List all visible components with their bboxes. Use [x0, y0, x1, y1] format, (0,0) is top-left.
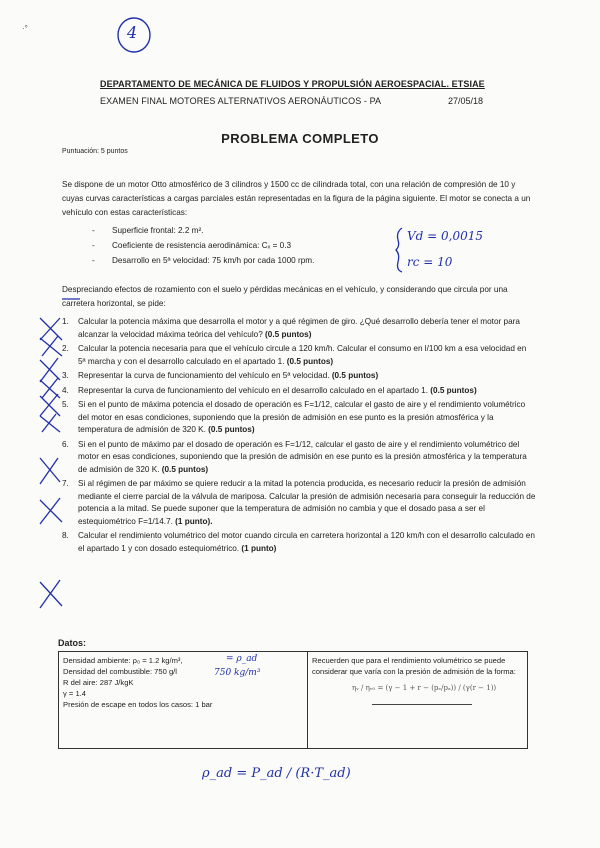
- question-number: 8.: [62, 531, 69, 540]
- question-item: [62, 530, 536, 555]
- intro-paragraph: Se dispone de un motor Otto atmosférico de 3 cilindros y 1500 cc de cilindrada total, con una relación de compresión de 10 y cuyas curvas características a cargas parciales están representadas en la figura de la página siguiente. El motor se conecta a un vehículo con estas características:: [62, 180, 531, 217]
- volumetric-formula: ηᵥ / ηᵥ₀ = (γ − 1 + r − (pₑ/pₐ)) / (γ(r − 1)): [352, 684, 497, 692]
- bullet-dash: -: [92, 256, 95, 265]
- question-item: [62, 370, 536, 383]
- handwritten-rc: rc = 10: [407, 255, 453, 269]
- neglect-paragraph: Despreciando efectos de rozamiento con el suelo y pérdidas mecánicas en el vehículo, y considerando que circula por una carretera horizontal, se pide:: [62, 285, 508, 308]
- question-number: 2.: [62, 344, 69, 353]
- question-item: [62, 343, 536, 368]
- exam-subtitle: EXAMEN FINAL MOTORES ALTERNATIVOS AERONÁUTICOS - PA: [100, 96, 382, 106]
- question-points: (1 punto): [239, 543, 277, 553]
- question-number: 3.: [62, 371, 69, 380]
- question-item: [62, 478, 536, 528]
- cross-mark-1: [40, 318, 62, 340]
- datos-label: Datos:: [58, 638, 87, 648]
- handwritten-fuel-density: 750 kg/m³: [214, 668, 261, 678]
- question-text: Representar la curva de funcionamiento del vehículo en 5ª velocidad.: [78, 371, 330, 380]
- data-table: [58, 651, 528, 749]
- data-right-cell: [308, 652, 528, 749]
- data-line: γ = 1.4: [63, 689, 87, 698]
- exam-date: 27/05/18: [448, 96, 484, 106]
- data-line: Densidad del combustible: 750 g/l: [63, 667, 177, 676]
- question-text: Si al régimen de par máximo se quiere reducir a la mitad la potencia producida, es necesario reducir la presión de admisión mediante el cierre parcial de la válvula de mariposa. Calcular la presión de admisión necesaria para conseguir la reducción de potencia a la mitad. Se puede suponer que la temperatura de admisión no cambia y que el dosado pasa a ser el estequiométrico F=1/14.7.: [78, 479, 536, 526]
- brace-mark: [396, 228, 402, 272]
- handwritten-ratio: Vd = 0,0015: [407, 229, 484, 243]
- circled-number: 4: [127, 23, 138, 42]
- bullet-text: Desarrollo en 5ª velocidad: 75 km/h por cada 1000 rpm.: [112, 256, 315, 265]
- question-item: [62, 439, 536, 477]
- department-heading: DEPARTAMENTO DE MECÁNICA DE FLUIDOS Y PROPULSIÓN AEROESPACIAL. ETSIAE: [100, 79, 485, 89]
- question-points: (1 punto).: [172, 516, 213, 526]
- question-points: (0.5 puntos): [428, 385, 477, 395]
- bullet-dash: -: [92, 226, 95, 235]
- bullet-text: Superficie frontal: 2.2 m².: [112, 226, 204, 235]
- formula-underline: [372, 704, 472, 705]
- question-number: 1.: [62, 317, 69, 326]
- question-number: 7.: [62, 479, 69, 488]
- handwritten-density-formula: ρ_ad = P_ad / (R·T_ad): [202, 766, 351, 781]
- question-points: (0.5 puntos): [205, 425, 255, 434]
- question-number: 5.: [62, 400, 69, 409]
- question-text: Calcular la potencia máxima que desarrolla el motor y a qué régimen de giro. ¿Qué desarrollo debería tener el motor para alcanzar la velocidad máxima teórica del vehículo?: [78, 317, 520, 339]
- question-number: 4.: [62, 385, 69, 395]
- cross-mark-2: [40, 336, 62, 356]
- question-points: (0.5 puntos): [262, 329, 312, 339]
- question-number: 6.: [62, 439, 69, 449]
- question-text: Si en el punto de máxima potencia el dosado de operación es F=1/12, calcular el gasto de aire y el rendimiento volumétrico del motor en esas condiciones, suponiendo que la presión de admisión en ese punto es la presión atmosférica y la temperatura de admisión de 320 K.: [78, 400, 526, 434]
- question-points: (0.5 puntos): [159, 464, 209, 474]
- cross-mark-6: [40, 414, 60, 432]
- data-line: Densidad ambiente: ρ₀ = 1.2 kg/m³,: [63, 656, 183, 665]
- question-item: [62, 316, 536, 341]
- cross-mark-8: [40, 498, 62, 524]
- question-points: (0.5 puntos): [284, 356, 334, 366]
- score-label: Puntuación: 5 puntos: [62, 148, 128, 155]
- data-line: R del aire: 287 J/kgK: [63, 678, 134, 687]
- data-left-cell: [59, 652, 308, 749]
- volumetric-note: Recuerden que para el rendimiento volumétrico se puede considerar que varía con la presión de admisión de la forma:: [312, 656, 516, 676]
- question-text: Calcular el rendimiento volumétrico del motor cuando circula en carretera horizontal a 120 km/h con el desarrollo calculado en el apartado 1 y con dosado estequiométrico.: [78, 531, 535, 553]
- bullet-item: [92, 226, 203, 235]
- question-text: Si en el punto de máximo par el dosado de operación es F=1/12, calcular el gasto de aire y el rendimiento volumétrico del motor en esas condiciones, suponiendo que la presión de admisión en ese punto es la presión atmosférica y la temperatura de admisión de 320 K.: [78, 439, 527, 474]
- question-item: [62, 385, 536, 398]
- question-list: [62, 316, 536, 557]
- handwritten-rho-note: = ρ_ad: [226, 654, 258, 664]
- bullet-item: [92, 241, 291, 250]
- corner-mark: ·°: [22, 24, 28, 33]
- data-line: Presión de escape en todos los casos: 1 bar: [63, 700, 213, 709]
- question-points: (0.5 puntos): [329, 371, 379, 380]
- cross-mark-7: [40, 458, 60, 484]
- question-item: [62, 399, 536, 437]
- question-text: Representar la curva de funcionamiento del vehículo en el desarrollo calculado en el apartado 1.: [78, 385, 429, 395]
- bullet-text: Coeficiente de resistencia aerodinámica: Cₓ = 0.3: [112, 241, 292, 250]
- cross-mark-9: [40, 580, 62, 608]
- bullet-dash: -: [92, 241, 95, 250]
- question-text: Calcular la potencia necesaria para que el vehículo circule a 120 km/h. Calcular el consumo en l/100 km a esa velocidad en 5ª marcha y con el desarrollo calculado en el apartado 1.: [78, 344, 527, 366]
- page-title: PROBLEMA COMPLETO: [221, 131, 379, 146]
- bullet-item: [92, 256, 314, 265]
